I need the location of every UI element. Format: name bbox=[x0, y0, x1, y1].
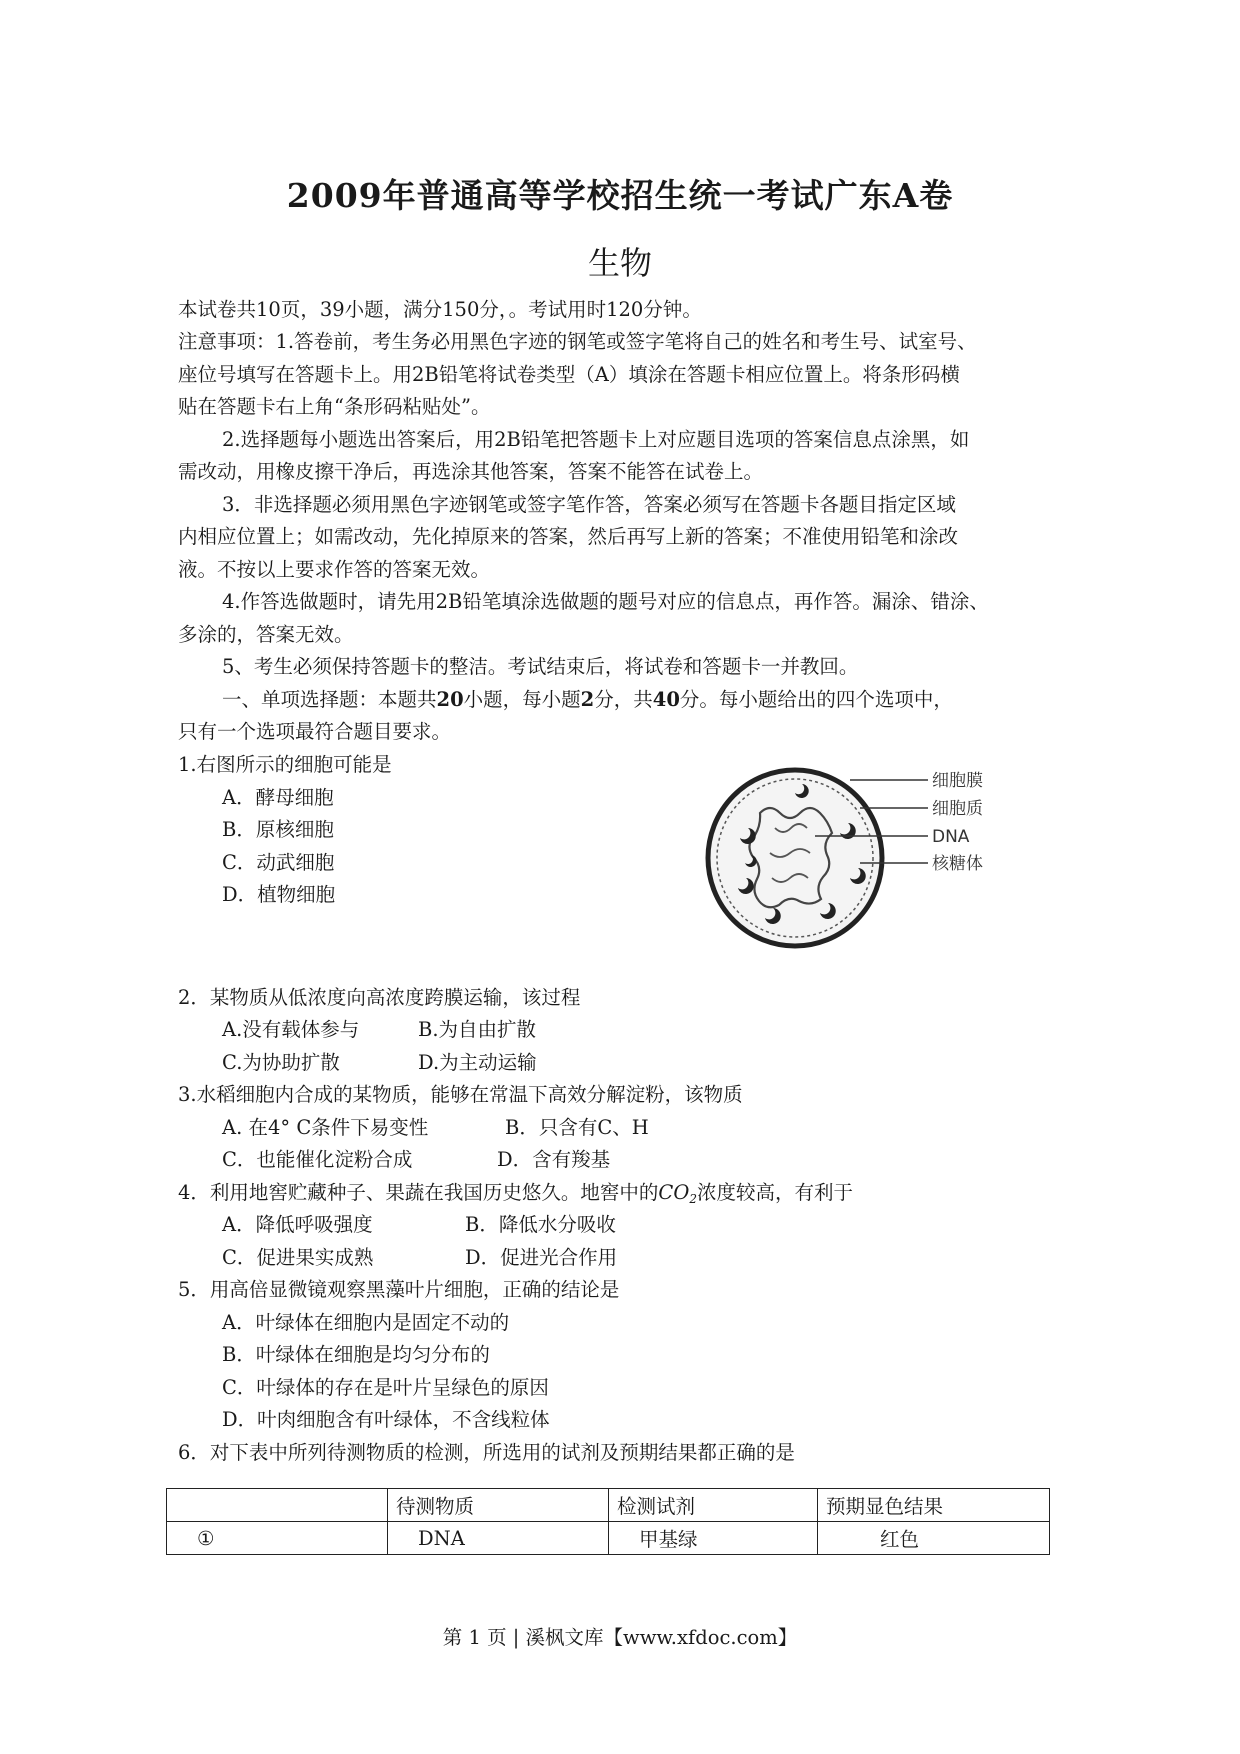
note-line: 内相应位置上；如需改动，先化掉原来的答案，然后再写上新的答案；不准使用铅笔和涂改 bbox=[178, 525, 959, 548]
note-line: 注意事项：1.答卷前，考生务必用黑色字迹的钢笔或签字笔将自己的姓名和考生号、试室号、 bbox=[178, 330, 977, 353]
note-line: 3．非选择题必须用黑色字迹钢笔或签字笔作答，答案必须写在答题卡各题目指定区域 bbox=[222, 493, 956, 516]
question-5-option: A．叶绿体在细胞内是固定不动的 bbox=[222, 1311, 510, 1334]
table-header-cell: 检测试剂 bbox=[609, 1489, 818, 1522]
note-line: 5、考生必须保持答题卡的整洁。考试结束后，将试卷和答题卡一并教回。 bbox=[222, 655, 859, 678]
question-4-option: C．促进果实成熟 bbox=[222, 1246, 374, 1269]
question-2-option: B.为自由扩散 bbox=[418, 1018, 537, 1041]
note-line: 4.作答选做题时，请先用2B铅笔填涂选做题的题号对应的信息点，再作答。漏涂、错涂、 bbox=[222, 590, 989, 613]
cell-diagram bbox=[700, 758, 1040, 958]
exam-title: 2009年普通高等学校招生统一考试广东A卷 bbox=[286, 176, 954, 215]
question-6-stem: 6．对下表中所列待测物质的检测，所选用的试剂及预期结果都正确的是 bbox=[178, 1441, 795, 1464]
figure-label: 细胞质 bbox=[932, 799, 983, 819]
question-5-stem: 5．用高倍显微镜观察黑藻叶片细胞，正确的结论是 bbox=[178, 1278, 620, 1301]
question-3-option: D．含有羧基 bbox=[497, 1148, 611, 1171]
section-instruction: 只有一个选项最符合题目要求。 bbox=[178, 720, 452, 743]
note-line: 贴在答题卡右上角“条形码粘贴处”。 bbox=[178, 395, 491, 418]
question-1-option: D．植物细胞 bbox=[222, 883, 336, 906]
table-header-row bbox=[167, 1489, 1050, 1522]
question-3-option: A. 在4° C条件下易变性 bbox=[222, 1116, 429, 1139]
table-cell: DNA bbox=[388, 1522, 609, 1555]
table-cell: ① bbox=[167, 1522, 388, 1555]
section-heading: 一、单项选择题：本题共20小题，每小题2分，共40分。每小题给出的四个选项中， bbox=[222, 688, 953, 711]
table-row bbox=[167, 1522, 1050, 1555]
question-2-option: A.没有载体参与 bbox=[222, 1018, 360, 1041]
table-cell: 红色 bbox=[818, 1522, 1050, 1555]
question-1-option: A．酵母细胞 bbox=[222, 786, 334, 809]
question-3-stem: 3.水稻细胞内合成的某物质，能够在常温下高效分解淀粉，该物质 bbox=[178, 1083, 743, 1106]
note-line: 需改动，用橡皮擦干净后，再选涂其他答案，答案不能答在试卷上。 bbox=[178, 460, 764, 483]
question-4-option: D．促进光合作用 bbox=[465, 1246, 618, 1269]
question-1-option: B．原核细胞 bbox=[222, 818, 334, 841]
note-line: 座位号填写在答题卡上。用2B铅笔将试卷类型（A）填涂在答题卡相应位置上。将条形码横 bbox=[178, 363, 960, 386]
page-footer: 第 1 页 | 溪枫文库【www.xfdoc.com】 bbox=[442, 1626, 798, 1649]
table-header-cell: 预期显色结果 bbox=[818, 1489, 1050, 1522]
note-line: 多涂的，答案无效。 bbox=[178, 623, 354, 646]
note-line: 2.选择题每小题选出答案后，用2B铅笔把答题卡上对应题目选项的答案信息点涂黑，如 bbox=[222, 428, 970, 451]
question-1-option: C．动武细胞 bbox=[222, 851, 335, 874]
figure-label: DNA bbox=[932, 827, 970, 847]
figure-label: 核糖体 bbox=[932, 854, 983, 874]
question-5-option: D．叶肉细胞含有叶绿体，不含线粒体 bbox=[222, 1408, 550, 1431]
question-2-option: D.为主动运输 bbox=[418, 1051, 537, 1074]
question-1-stem: 1.右图所示的细胞可能是 bbox=[178, 753, 392, 776]
table-header-cell bbox=[167, 1489, 388, 1522]
table-header-cell: 待测物质 bbox=[388, 1489, 609, 1522]
table-cell: 甲基绿 bbox=[609, 1522, 818, 1555]
note-line: 液。不按以上要求作答的答案无效。 bbox=[178, 558, 491, 581]
question-5-option: C．叶绿体的存在是叶片呈绿色的原因 bbox=[222, 1376, 549, 1399]
figure-label: 细胞膜 bbox=[932, 771, 983, 791]
question-2-option: C.为协助扩散 bbox=[222, 1051, 340, 1074]
exam-summary: 本试卷共10页，39小题，满分150分，。考试用时120分钟。 bbox=[178, 298, 702, 321]
question-3-option: C．也能催化淀粉合成 bbox=[222, 1148, 413, 1171]
reagent-table bbox=[166, 1488, 1050, 1555]
question-2-stem: 2．某物质从低浓度向高浓度跨膜运输，该过程 bbox=[178, 986, 581, 1009]
question-3-option: B．只含有C、H bbox=[505, 1116, 649, 1139]
question-4-option: A．降低呼吸强度 bbox=[222, 1213, 373, 1236]
co2-formula: CO bbox=[658, 1181, 690, 1204]
question-4-option: B．降低水分吸收 bbox=[465, 1213, 616, 1236]
question-5-option: B．叶绿体在细胞是均匀分布的 bbox=[222, 1343, 490, 1366]
exam-subject: 生物 bbox=[587, 244, 652, 282]
question-4-stem: 4．利用地窖贮藏种子、果蔬在我国历史悠久。地窖中的$CO_2$浓度较高，有利于 bbox=[178, 1181, 853, 1206]
